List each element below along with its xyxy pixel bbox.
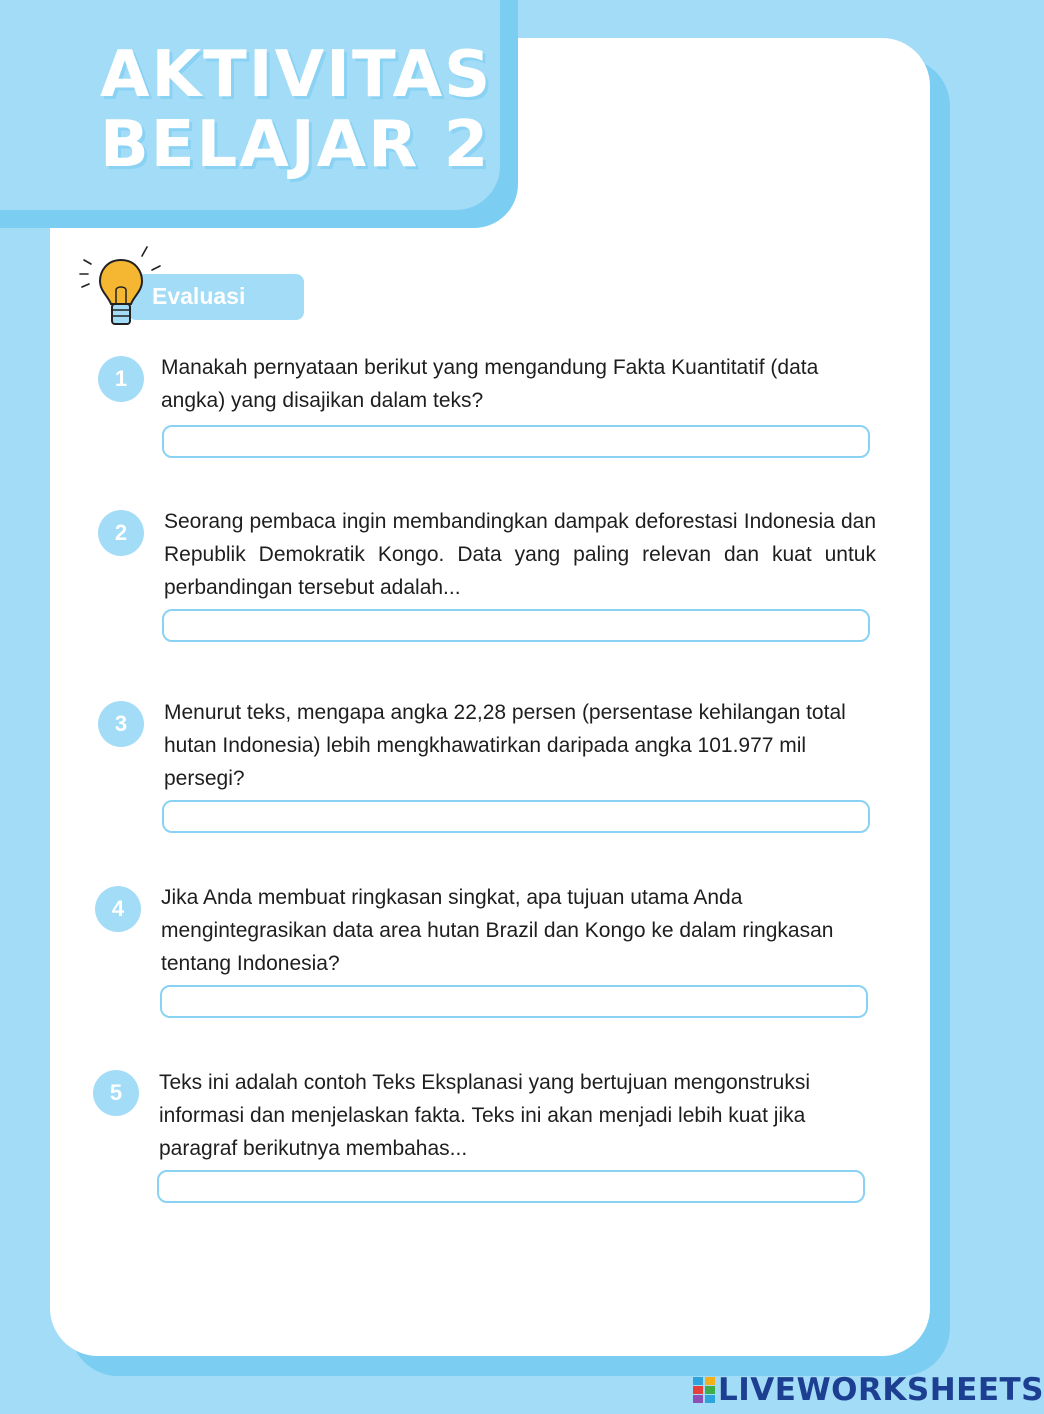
page-title — [100, 40, 500, 180]
question-text-4: Jika Anda membuat ringkasan singkat, apa tujuan utama Anda mengintegrasikan data area hutan Brazil dan Kongo ke dalam ringkasan tentang Indonesia? — [161, 886, 834, 975]
answer-field-5[interactable] — [157, 1170, 865, 1203]
question-number-4: 4 — [95, 886, 141, 932]
answer-field-1[interactable] — [162, 425, 870, 458]
question-text-2: Seorang pembaca ingin membandingkan dampak deforestasi Indonesia dan Republik Demokratik Kongo. Data yang paling relevan dan kuat untuk perbandingan tersebut adalah... — [164, 510, 876, 599]
question-number-3: 3 — [98, 701, 144, 747]
page-title-line1: AKTIVITAS — [100, 38, 493, 112]
question-number-1: 1 — [98, 356, 144, 402]
section-label: Evaluasi — [152, 283, 246, 309]
question-text-3: Menurut teks, mengapa angka 22,28 persen (persentase kehilangan total hutan Indonesia) lebih mengkhawatirkan daripada angka 101.977 mil persegi? — [164, 701, 846, 790]
question-number-2: 2 — [98, 510, 144, 556]
brand-name: LIVEWORKSHEETS — [718, 1372, 1044, 1408]
brand-logo — [693, 1372, 1044, 1408]
page-title-line2: BELAJAR 2 — [100, 108, 491, 182]
answer-field-2[interactable] — [162, 609, 870, 642]
question-text-1: Manakah pernyataan berikut yang mengandung Fakta Kuantitatif (data angka) yang disajikan dalam teks? — [161, 356, 819, 412]
question-number-5: 5 — [93, 1070, 139, 1116]
question-text-5: Teks ini adalah contoh Teks Eksplanasi yang bertujuan mengonstruksi informasi dan menjelaskan fakta. Teks ini akan menjadi lebih kuat jika paragraf berikutnya membahas... — [159, 1071, 810, 1160]
answer-field-3[interactable] — [162, 800, 870, 833]
answer-field-4[interactable] — [160, 985, 868, 1018]
liveworksheets-icon — [693, 1377, 715, 1403]
